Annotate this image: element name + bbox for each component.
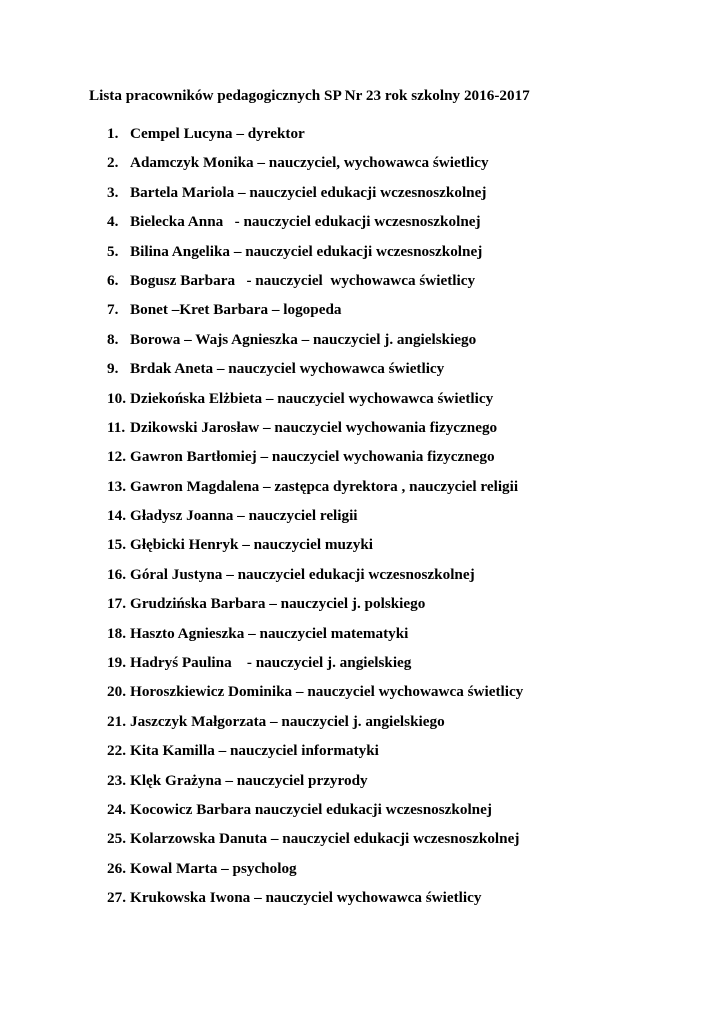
list-item-number: 26. — [107, 859, 126, 877]
list-item-number: 13. — [107, 477, 126, 495]
list-item-number: 9. — [107, 360, 119, 378]
list-item-number: 5. — [107, 242, 119, 260]
list-item-text: Krukowska Iwona – nauczyciel wychowawca świetlicy — [130, 889, 482, 907]
list-item-text: Gawron Bartłomiej – nauczyciel wychowania fizycznego — [130, 448, 495, 466]
list-item-number: 18. — [107, 624, 126, 642]
list-item-number: 24. — [107, 800, 126, 818]
list-item-number: 10. — [107, 389, 126, 407]
list-item-text: Bartela Mariola – nauczyciel edukacji wczesnoszkolnej — [130, 183, 487, 201]
list-item-number: 3. — [107, 183, 119, 201]
list-item-text: Gładysz Joanna – nauczyciel religii — [130, 507, 358, 525]
list-item-text: Hadryś Paulina - nauczyciel j. angielskieg — [130, 654, 412, 672]
list-item-text: Jaszczyk Małgorzata – nauczyciel j. angielskiego — [130, 712, 445, 730]
list-item-number: 27. — [107, 889, 126, 907]
list-item-text: Haszto Agnieszka – nauczyciel matematyki — [130, 624, 409, 642]
list-item-text: Cempel Lucyna – dyrektor — [130, 125, 305, 142]
list-item-text: Kocowicz Barbara nauczyciel edukacji wczesnoszkolnej — [130, 800, 492, 818]
list-item-number: 12. — [107, 448, 126, 466]
list-item-text: Bielecka Anna - nauczyciel edukacji wczesnoszkolnej — [130, 213, 481, 231]
list-item-text: Bonet –Kret Barbara – logopeda — [130, 301, 342, 319]
list-item-text: Horoszkiewicz Dominika – nauczyciel wychowawca świetlicy — [130, 683, 524, 701]
list-item-number: 21. — [107, 712, 126, 730]
list-item-text: Klęk Grażyna – nauczyciel przyrody — [130, 771, 368, 789]
list-item-text: Gawron Magdalena – zastępca dyrektora , nauczyciel religii — [130, 477, 519, 495]
list-item-text: Bogusz Barbara - nauczyciel wychowawca świetlicy — [130, 271, 476, 289]
list-item-number: 4. — [107, 213, 119, 231]
list-item-number: 19. — [107, 654, 126, 672]
list-item-text: Kolarzowska Danuta – nauczyciel edukacji wczesnoszkolnej — [130, 830, 520, 848]
list-item-text: Brdak Aneta – nauczyciel wychowawca świetlicy — [130, 360, 445, 378]
list-item-text: Głębicki Henryk – nauczyciel muzyki — [130, 536, 373, 554]
list-item-text: Grudzińska Barbara – nauczyciel j. polskiego — [130, 595, 426, 613]
list-item-number: 14. — [107, 507, 126, 525]
list-item-text: Bilina Angelika – nauczyciel edukacji wczesnoszkolnej — [130, 242, 483, 260]
list-item-text: Borowa – Wajs Agnieszka – nauczyciel j. angielskiego — [130, 330, 477, 348]
list-item-number: 23. — [107, 771, 126, 789]
list-item-text: Dziekońska Elżbieta – nauczyciel wychowawca świetlicy — [130, 389, 494, 407]
document-title: Lista pracowników pedagogicznych SP Nr 23 rok szkolny 2016-2017 — [89, 87, 530, 104]
list-item-number: 6. — [107, 271, 119, 289]
list-item-number: 25. — [107, 830, 126, 848]
list-item-text: Góral Justyna – nauczyciel edukacji wczesnoszkolnej — [130, 565, 475, 583]
list-item-number: 16. — [107, 565, 126, 583]
list-item-number: 11. — [107, 418, 126, 436]
list-item-number: 8. — [107, 330, 119, 348]
list-item-number: 7. — [107, 301, 119, 319]
list-item-text: Kowal Marta – psycholog — [130, 859, 297, 877]
list-item-number: 1. — [107, 125, 119, 142]
list-item-text: Dzikowski Jarosław – nauczyciel wychowania fizycznego — [130, 418, 498, 436]
list-item-number: 22. — [107, 742, 126, 760]
list-item-number: 17. — [107, 595, 126, 613]
list-item-number: 2. — [107, 154, 119, 172]
list-item-number: 15. — [107, 536, 126, 554]
list-item-text: Adamczyk Monika – nauczyciel, wychowawca świetlicy — [130, 154, 489, 172]
list-item-number: 20. — [107, 683, 126, 701]
list-item-text: Kita Kamilla – nauczyciel informatyki — [130, 742, 379, 760]
